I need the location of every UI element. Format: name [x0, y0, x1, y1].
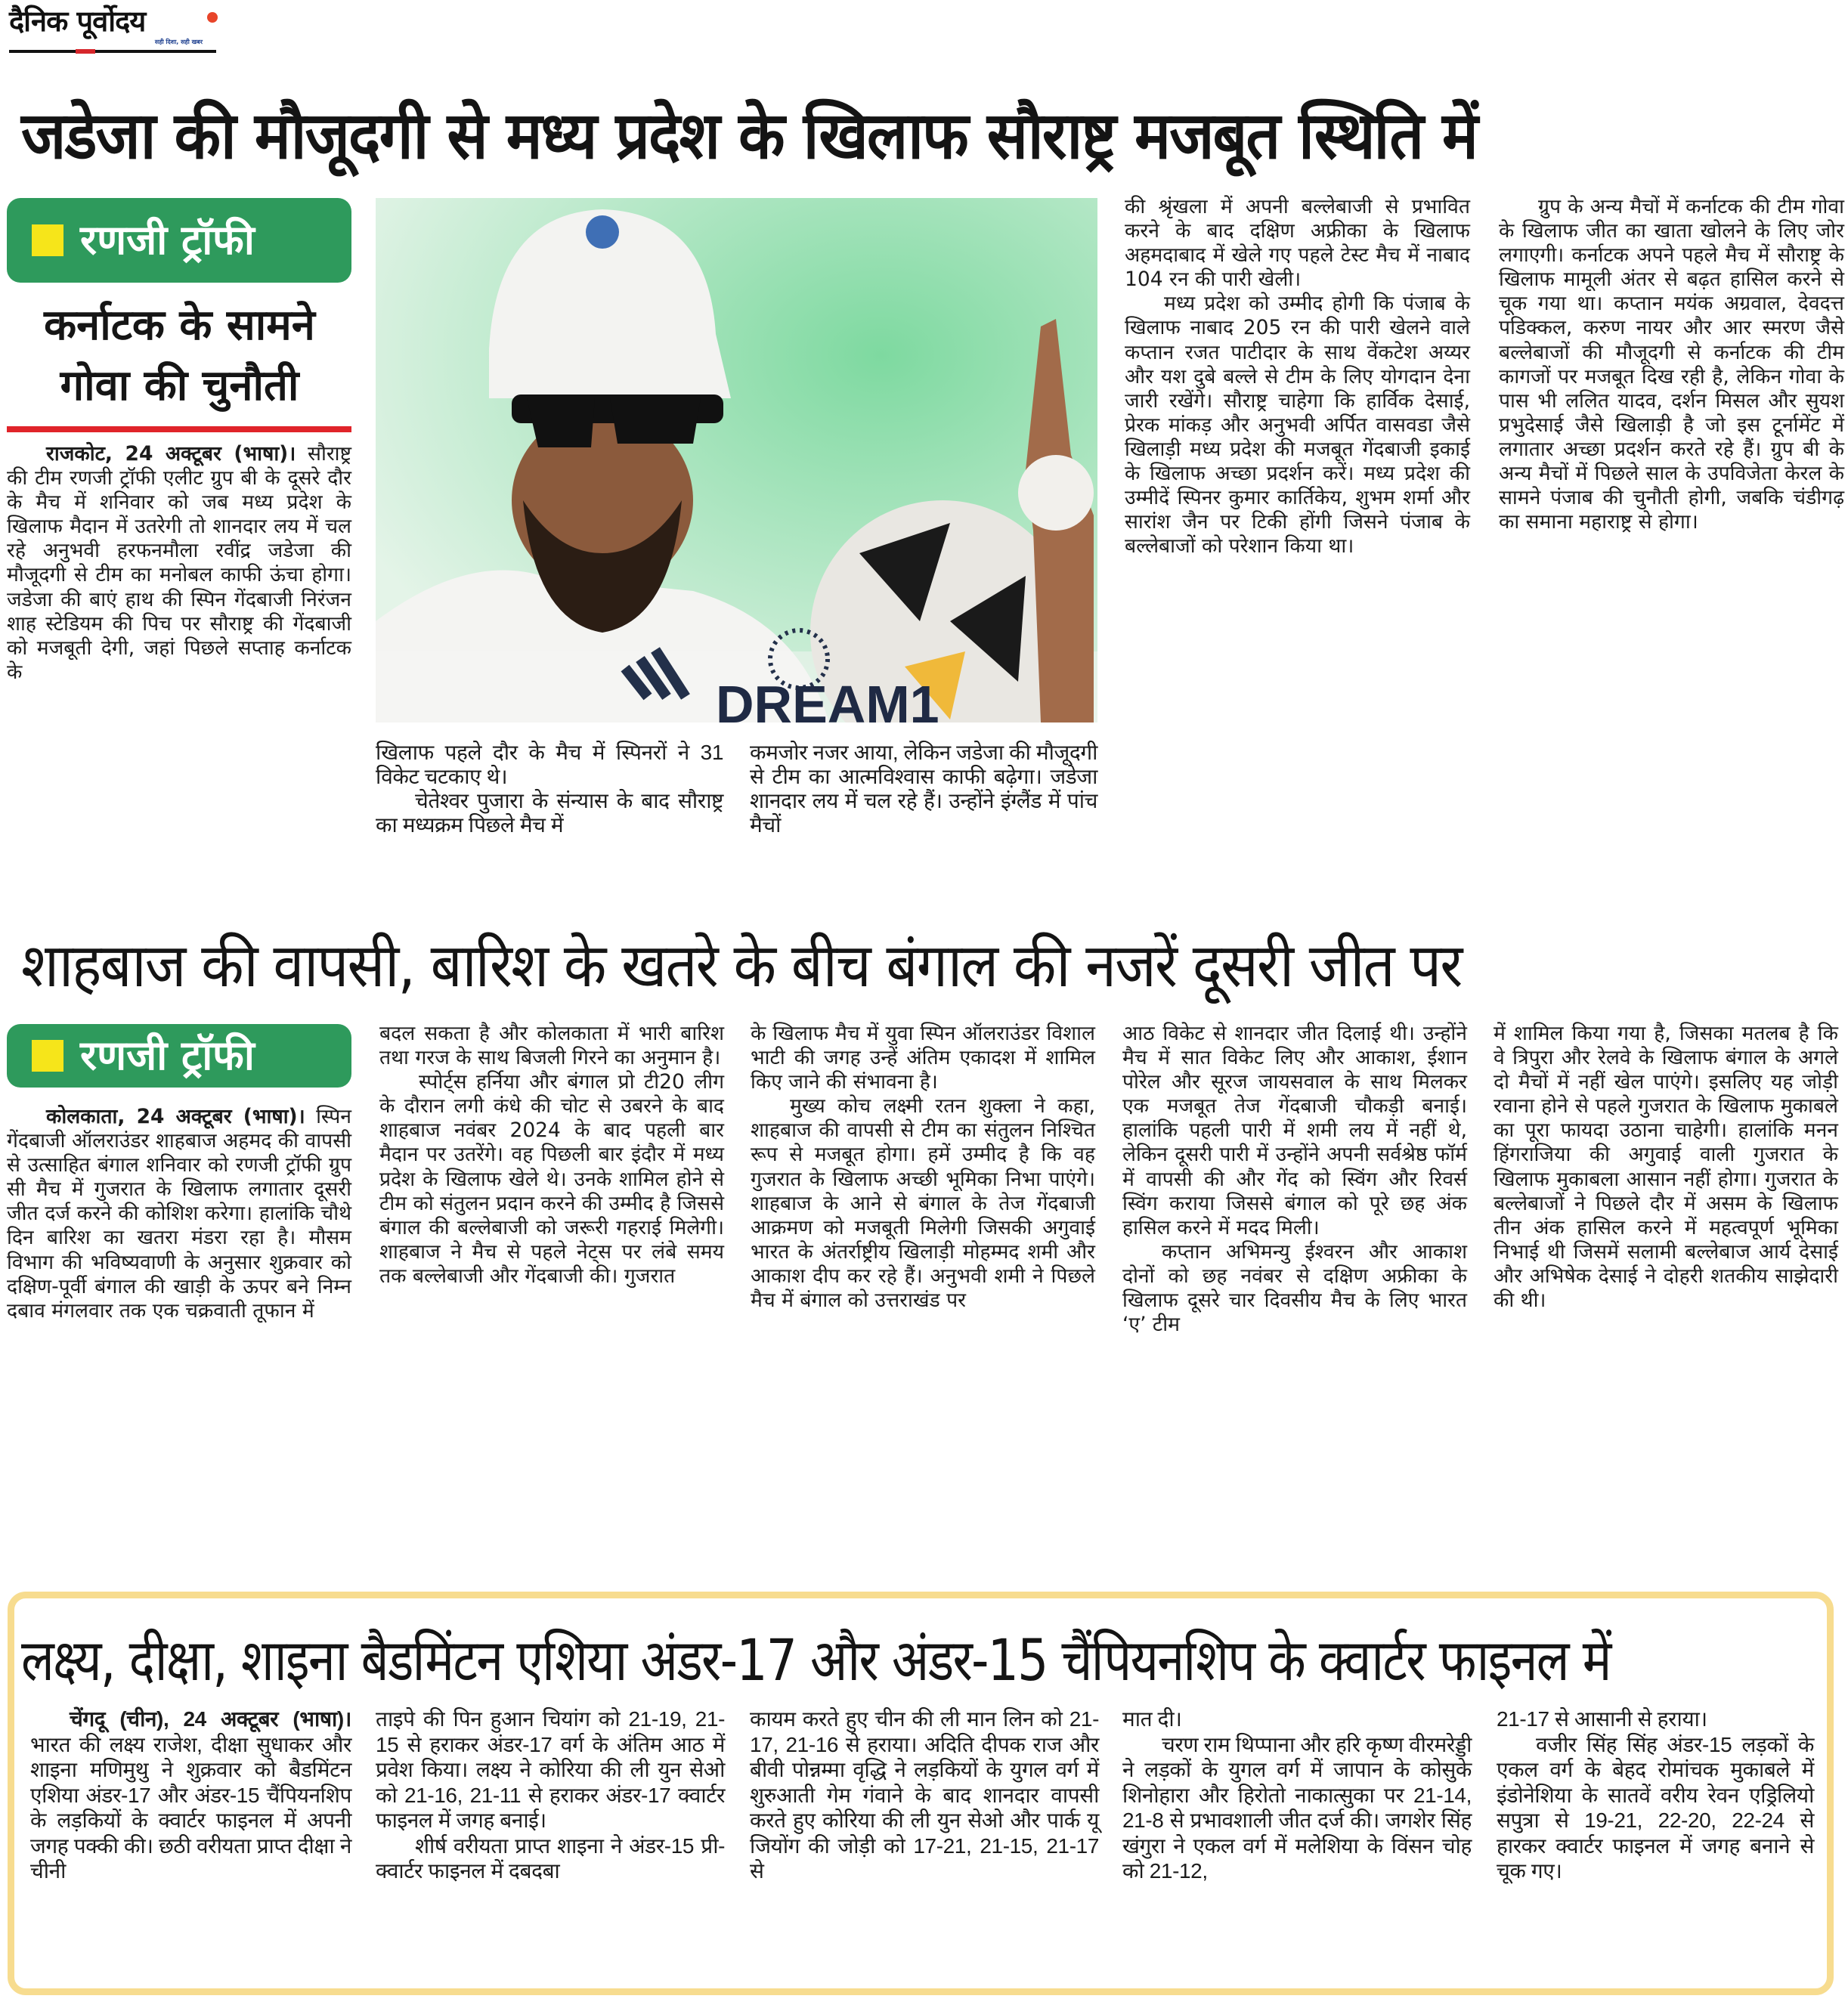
article2-column-2 — [379, 1022, 724, 1289]
article2-col1-text: स्पिन गेंदबाजी ऑलराउंडर शाहबाज अहमद की वापसी से उत्साहित बंगाल शनिवार को रणजी ट्रॉफी ग्रुप सी मैच में गुजरात के खिलाफ लगातार दूसरी जीत दर्ज करने की कोशिश करेगा। हालांकि चौथे दिन बारिश का खतरा मंडरा रहा है। मौसम विभाग की भविष्यवाणी के अनुसार शुक्रवार को दक्षिण-पूर्वी बंगाल की खाड़ी के ऊपर बने निम्न दबाव मंगलवार तक एक चक्रवाती तूफान में — [7, 1105, 351, 1323]
article1-column-2 — [376, 741, 723, 837]
article2-column-5 — [1494, 1022, 1838, 1313]
logo-sun-dot-icon — [207, 12, 218, 23]
article1-col3-text: कमजोर नजर आया, लेकिन जडेजा की मौजूदगी से टीम का आत्मविश्वास काफी बढ़ेगा। जडेजा शानदार लय में चल रहे हैं। उन्होंने इंग्लैंड में पांच मैचों — [750, 741, 1097, 837]
article2-col2-para2: स्पोर्ट्स हर्निया और बंगाल प्रो टी20 लीग के दौरान लगी कंधे की चोट से उबरने के बाद शाहबाज नवंबर 2024 के बाद पहली बार मैदान पर उतरेंगे। वह पिछली बार इंदौर में मध्य प्रदेश के खिलाफ खेले थे। उनके शामिल होने से टीम को संतुलन प्रदान करने की उम्मीद है जिससे बंगाल की बल्लेबाजी को जरूरी गहराई मिलेगी। शाहबाज ने मैच से पहले नेट्स पर लंबे समय तक बल्लेबाजी और गेंदबाजी की। गुजरात — [379, 1070, 724, 1288]
article2-col3-para1: के खिलाफ मैच में युवा स्पिन ऑलराउंडर विशाल भाटी की जगह उन्हें अंतिम एकादश में शामिल किए जाने की संभावना है। — [751, 1022, 1095, 1094]
article1-col1-text: सौराष्ट्र की टीम रणजी ट्रॉफी एलीट ग्रुप बी के दूसरे दौर के मैच में शनिवार को जब मध्य प्रदेश के खिलाफ मैदान में उतरेगी तो शानदार लय में चल रहे अनुभवी हरफनमौला रवींद्र जडेजा की मौजूदगी से टीम का मनोबल काफी ऊंचा होगा। जडेजा की बाएं हाथ की स्पिन गेंदबाजी निरंजन शाह स्टेडियम की पिच पर सौराष्ट्र की गेंदबाजी को मजबूती देगी, जहां पिछले सप्ताह कर्नाटक के — [7, 442, 351, 684]
article2-col3-para2: मुख्य कोच लक्ष्मी रतन शुक्ला ने कहा, शाहबाज की वापसी से टीम का संतुलन निश्चित रूप से मजबूत होगा। हमें उम्मीद है कि वह गुजरात के खिलाफ अच्छी भूमिका निभा पाएंगे। शाहबाज के आने से बंगाल के तेज गेंदबाजी आक्रमण को मजबूती मिलेगी जिसकी अगुवाई भारत के अंतर्राष्ट्रीय खिलाड़ी मोहम्मद शमी और आकाश दीप कर रहे हैं। अनुभवी शमी ने पिछले मैच में बंगाल को उत्तराखंड पर — [751, 1094, 1095, 1313]
article3-headline: लक्ष्य, दीक्षा, शाइना बैडमिंटन एशिया अंडर-17 और अंडर-15 चैंपियनशिप के क्वार्टर फाइनल में — [21, 1626, 1611, 1694]
masthead-title: दैनिक पूर्वोदय — [9, 5, 146, 38]
article1-section-label — [7, 198, 351, 283]
masthead-tagline: सही दिशा, सही खबर — [154, 39, 203, 45]
article2-headline: शाहबाज की वापसी, बारिश के खतरे के बीच बंगाल की नजरें दूसरी जीत पर — [21, 930, 1462, 1001]
article1-col4-para1: की श्रृंखला में अपनी बल्लेबाजी से प्रभावित करने के बाद दक्षिण अफ्रीका के खिलाफ अहमदाबाद में खेले गए पहले टेस्ट मैच में नाबाद 104 रन की पारी खेली। — [1125, 195, 1470, 292]
article3-column-3 — [750, 1706, 1099, 1884]
article3-column-2 — [376, 1706, 725, 1884]
section-square-icon — [32, 224, 63, 256]
sidebar-heading-line1: कर्नाटक के सामने — [44, 301, 315, 350]
sidebar-heading-line2: गोवा की चुनौती — [60, 361, 299, 410]
article3-col1-text: भारत की लक्ष्य राजेश, दीक्षा सुधाकर और शाइना मणिमुथु ने शुक्रवार को बैडमिंटन एशिया अंडर-17 और अंडर-15 चैंपियनशिप के लड़कियों के क्वार्टर फाइनल में अपनी जगह पक्की की। छठी वरीयता प्राप्त दीक्षा ने चीनी — [30, 1732, 351, 1883]
article2-column-1 — [7, 1105, 351, 1323]
article3-dateline: चेंगदू (चीन), 24 अक्टूबर (भाषा)। — [70, 1707, 351, 1731]
article2-col4-para1: आठ विकेट से शानदार जीत दिलाई थी। उन्होंने मैच में सात विकेट लिए और आकाश, ईशान पोरेल और सूरज जायसवाल के साथ मिलकर एक मजबूत तेज गेंदबाजी चौकड़ी बनाई। हालांकि पहली पारी में शमी लय में नहीं थे, लेकिन दूसरी पारी में उन्होंने अपनी सर्वश्रेष्ठ फॉर्म में वापसी की और गेंद को स्विंग और रिवर्स स्विंग कराया जिससे बंगाल को पूरे छह अंक हासिल करने में मदद मिली। — [1122, 1022, 1467, 1239]
article3-column-4 — [1122, 1706, 1472, 1884]
article1-photo — [376, 198, 1097, 722]
article3-col5-para1: 21-17 से आसानी से हराया। — [1497, 1707, 1707, 1731]
article3-col5-para2: वजीर सिंह सिंह अंडर-15 लड़कों के एकल वर्ग के बेहद रोमांचक मुकाबले में इंडोनेशिया के सातवें वरीय रेवन एड्रिलियो सपुत्रा से 19-21, 22-20, 22-24 से हारकर क्वार्टर फाइनल में जगह बनाने से चूक गए। — [1497, 1732, 1814, 1883]
article1-col2-para2: चेतेश्वर पुजारा के संन्यास के बाद सौराष्ट्र का मध्यक्रम पिछले मैच में — [376, 789, 723, 837]
article2-section-label — [7, 1024, 351, 1088]
article2-column-4 — [1122, 1022, 1467, 1337]
article1-col2-para1: खिलाफ पहले दौर के मैच में स्पिनरों ने 31 विकेट चटकाए थे। — [376, 741, 723, 789]
article2-column-3 — [751, 1022, 1095, 1313]
article2-dateline: कोलकाता, 24 अक्टूबर (भाषा)। — [46, 1105, 305, 1128]
article3-column-1 — [30, 1706, 351, 1884]
article2-col5-text: में शामिल किया गया है, जिसका मतलब है कि वे त्रिपुरा और रेलवे के खिलाफ बंगाल के अगले दो मैचों में नहीं खेल पाएंगे। इसलिए यह जोड़ी रवाना होने से पहले गुजरात के खिलाफ मुकाबले का पूरा फायदा उठाना चाहेगी। हालांकि मनन हिंगराजिया की अगुवाई वाली गुजरात के खिलाफ मुकाबला आसान नहीं होगा। गुजरात के बल्लेबाजों ने पिछले दौर में असम के खिलाफ तीन अंक हासिल करने में महत्वपूर्ण भूमिका निभाई थी जिसमें सलामी बल्लेबाज आर्य देसाई और अभिषेक देसाई ने दोहरी शतकीय साझेदारी की थी। — [1494, 1022, 1838, 1313]
article1-dateline: राजकोट, 24 अक्टूबर (भाषा)। — [46, 442, 296, 466]
article3-col4-para1: मात दी। — [1122, 1707, 1182, 1731]
article2-col2-para1: बदल सकता है और कोलकाता में भारी बारिश तथा गरज के साथ बिजली गिरने का अनुमान है। — [379, 1022, 724, 1070]
article3-col2-para2: शीर्ष वरीयता प्राप्त शाइना ने अंडर-15 प्री-क्वार्टर फाइनल में दबदबा — [376, 1833, 725, 1883]
section-square-icon — [32, 1040, 63, 1072]
article3-col3-text: कायम करते हुए चीन की ली मान लिन को 21-17, 21-16 से हराया। अदिति दीपक राज और बीवी पोन्नम्मा वृद्धि ने लड़कियों के युगल वर्ग में शुरुआती गेम गंवाने के बाद शानदार वापसी करते हुए कोरिया की ली युन सेओ और पार्क यू जियोंग की जोड़ी को 17-21, 21-15, 21-17 से — [750, 1707, 1099, 1883]
section-label-text: रणजी ट्रॉफी — [80, 1032, 255, 1079]
article1-col4-para2: मध्य प्रदेश को उम्मीद होगी कि पंजाब के खिलाफ नाबाद 205 रन की पारी खेलने वाले कप्तान रजत पाटीदार के साथ वेंकटेश अय्यर और यश दुबे बल्ले से टीम के लिए योगदान देना जारी रखेंगे। सौराष्ट्र चाहेगा कि हार्विक देसाई, प्रेरक मांकड़ और अनुभवी अर्पित वासवडा जैसे खिलाड़ी मध्य प्रदेश की मजबूत गेंदबाजी इकाई के खिलाफ अच्छा प्रदर्शन करें। मध्य प्रदेश की उम्मीदें स्पिनर कुमार कार्तिकेय, शुभम शर्मा और सारांश जैन पर टिकी होंगी जिसने पंजाब के बल्लेबाजों को परेशान किया था। — [1125, 292, 1470, 558]
article1-column-3 — [750, 741, 1097, 837]
article1-column-1 — [7, 442, 351, 685]
article1-headline: जडेजा की मौजूदगी से मध्य प्रदेश के खिलाफ सौराष्ट्र मजबूत स्थिति में — [21, 98, 1478, 174]
article1-col5-text: ग्रुप के अन्य मैचों में कर्नाटक की टीम गोवा के खिलाफ जीत का खाता खोलने के लिए जोर लगाएगी। कर्नाटक अपने पहले मैच में सौराष्ट्र के खिलाफ मामूली अंतर से बढ़त हासिल करने से चूक गया था। कप्तान मयंक अग्रवाल, देवदत्त पडिक्कल, करुण नायर और आर स्मरण जैसे बल्लेबाजों की मौजूदगी से कर्नाटक की टीम कागजों पर मजबूत दिख रही है, लेकिन गोवा के पास भी ललित यादव, दर्शन मिसल और सुयश प्रभुदेसाई जैसे खिलाड़ी है जो इस टूर्नामेंट में लगातार अच्छा प्रदर्शन करते रहे हैं। ग्रुप बी के अन्य मैचों में पिछले साल के उपविजेता केरल के सामने पंजाब की चुनौती होगी, जबकि चंडीगढ़ का समाना महाराष्ट्र से होगा। — [1499, 195, 1844, 534]
masthead-rule — [9, 50, 216, 53]
article3-col4-para2: चरण राम थिप्पाना और हरि कृष्ण वीरमरेड्डी ने लड़कों के युगल वर्ग में जापान के कोसुके शिनोहारा और हिरोतो नाकात्सुका पर 21-14, 21-8 से प्रभावशाली जीत दर्ज की। जगशेर सिंह खंगुरा ने एकल वर्ग में मलेशिया के विंसन चोह को 21-12, — [1122, 1732, 1472, 1883]
sidebar-heading-rule — [7, 426, 351, 432]
article3-col2-para1: ताइपे की पिन हुआन चियांग को 21-19, 21-15 से हराकर अंडर-17 वर्ग के अंतिम आठ में प्रवेश किया। लक्ष्य ने कोरिया की ली युन सेओ को 21-16, 21-11 से हराकर अंडर-17 क्वार्टर फाइनल में जगह बनाई। — [376, 1707, 725, 1832]
masthead-logo — [9, 5, 219, 54]
masthead-rule-accent — [76, 49, 95, 54]
article2-col4-para2: कप्तान अभिमन्यु ईश्वरन और आकाश दोनों को छह नवंबर से दक्षिण अफ्रीका के खिलाफ दूसरे चार दिवसीय मैच के लिए भारत ‘ए’ टीम — [1122, 1239, 1467, 1337]
article3-column-5 — [1497, 1706, 1814, 1884]
article1-column-5 — [1499, 195, 1844, 534]
section-label-text: रणजी ट्रॉफी — [80, 216, 255, 264]
article1-column-4 — [1125, 195, 1470, 558]
jersey-sponsor-text: DREAM1 — [716, 675, 939, 722]
jadeja-photo-illustration — [376, 198, 1097, 722]
